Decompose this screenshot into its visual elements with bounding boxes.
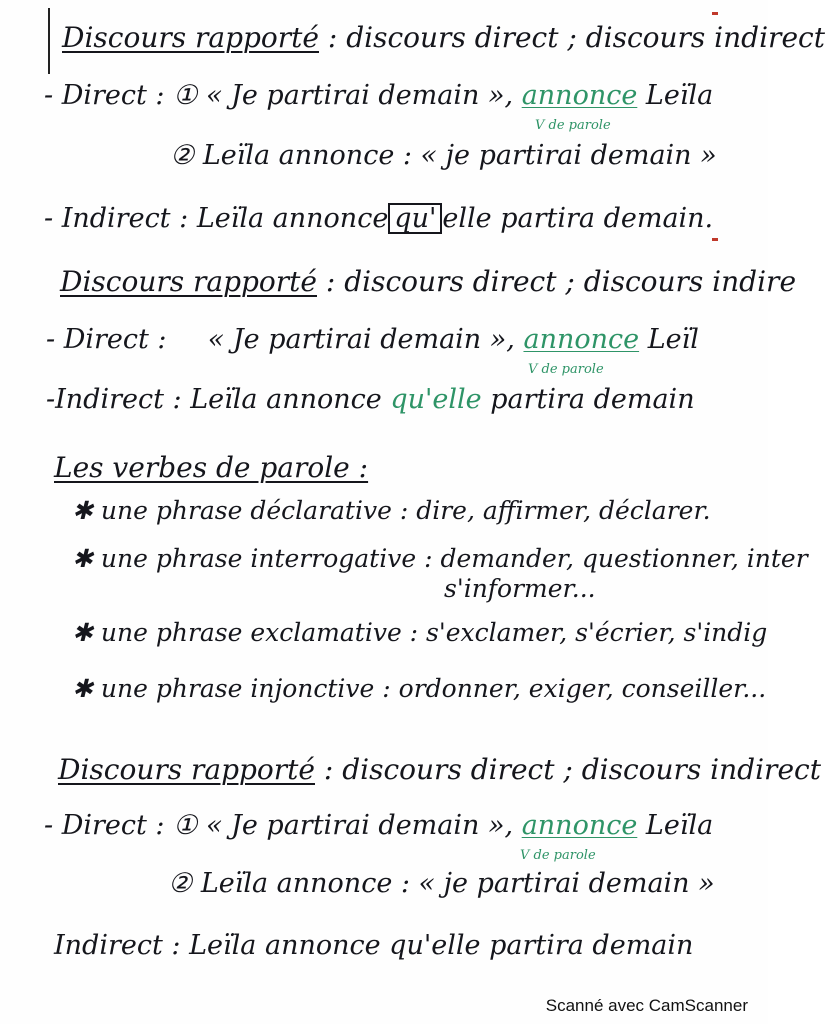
block1-verb-note: V de parole xyxy=(535,118,611,133)
block3-verb-note: V de parole xyxy=(520,848,596,863)
block1-title-line xyxy=(62,21,825,54)
block3-indirect-text: Leïla annonce qu'elle partira demain xyxy=(189,930,694,961)
block2-speaker: Leïl xyxy=(647,324,699,355)
verbs-item: ✱ une phrase injonctive : ordonner, exiger, conseiller... xyxy=(72,674,767,703)
block1-speaker1: Leïla xyxy=(645,80,714,111)
block3-indirect-label: Indirect : xyxy=(54,930,181,961)
block2-title: Discours rapporté xyxy=(60,265,317,298)
block3-num1: ① xyxy=(173,810,198,841)
scan-mark xyxy=(712,12,718,15)
verbs-title: Les verbes de parole : xyxy=(54,451,369,484)
block2-verb-note: V de parole xyxy=(528,362,604,377)
block3-title-rest: : discours direct ; discours indirect xyxy=(315,753,821,786)
block1-quote1: « Je partirai demain », xyxy=(205,80,514,111)
block2-indirect-label: -Indirect : xyxy=(46,384,182,415)
block1-title-rest: : discours direct ; discours indirect xyxy=(319,21,825,54)
block2-quote: « Je partirai demain », xyxy=(207,324,515,355)
verbs-item-continuation: s'informer... xyxy=(444,574,596,603)
block1-indirect-b: elle partira demain. xyxy=(442,203,714,234)
block2-indirect-a: Leïla annonce xyxy=(190,384,382,415)
block2-title-line xyxy=(60,265,797,298)
verbs-title-line xyxy=(54,451,369,484)
block2-direct-line xyxy=(46,326,699,353)
block3-speaker1: Leïla xyxy=(645,810,714,841)
block3-indirect-line xyxy=(54,932,693,959)
camscanner-footer: Scanné avec CamScanner xyxy=(545,996,748,1015)
block3-direct-label: - Direct : xyxy=(44,810,165,841)
block1-direct-line xyxy=(44,82,713,109)
block3-title: Discours rapporté xyxy=(58,753,315,786)
block3-verb1: annonce xyxy=(521,810,638,841)
block1-direct-label: - Direct : xyxy=(44,80,165,111)
block3-line2-text: Leïla annonce : « je partirai demain » xyxy=(200,868,715,899)
block3-line2 xyxy=(168,870,715,897)
block3-quote1: « Je partirai demain », xyxy=(205,810,514,841)
block2-indirect-line xyxy=(46,386,695,413)
block2-indirect-green: qu'elle xyxy=(390,384,482,415)
block1-num2: ② xyxy=(170,140,195,171)
block1-verb1: annonce xyxy=(521,80,638,111)
block1-line2 xyxy=(170,142,717,169)
block1-indirect-box: qu' xyxy=(388,203,442,234)
block3-direct-line xyxy=(44,812,713,839)
block3-num2: ② xyxy=(168,868,193,899)
block1-indirect-a: Leïla annonce xyxy=(196,203,389,234)
verbs-item: ✱ une phrase interrogative : demander, questionner, inter xyxy=(72,544,808,573)
margin-line xyxy=(48,8,50,74)
block2-title-rest: : discours direct ; discours indire xyxy=(317,265,797,298)
block1-num1: ① xyxy=(173,80,198,111)
verbs-item: ✱ une phrase exclamative : s'exclamer, s'écrier, s'indig xyxy=(72,618,768,647)
scan-mark xyxy=(712,238,718,241)
block2-direct-label: - Direct : xyxy=(46,324,167,355)
block2-indirect-b: partira demain xyxy=(490,384,695,415)
block2-verb: annonce xyxy=(523,324,640,355)
block1-line2-text: Leïla annonce : « je partirai demain » xyxy=(202,140,717,171)
block1-title: Discours rapporté xyxy=(62,21,319,54)
block1-indirect-line xyxy=(44,203,713,234)
verbs-item: ✱ une phrase déclarative : dire, affirmer, déclarer. xyxy=(72,496,711,525)
block3-title-line xyxy=(58,753,821,786)
block1-indirect-label: - Indirect : xyxy=(44,203,189,234)
